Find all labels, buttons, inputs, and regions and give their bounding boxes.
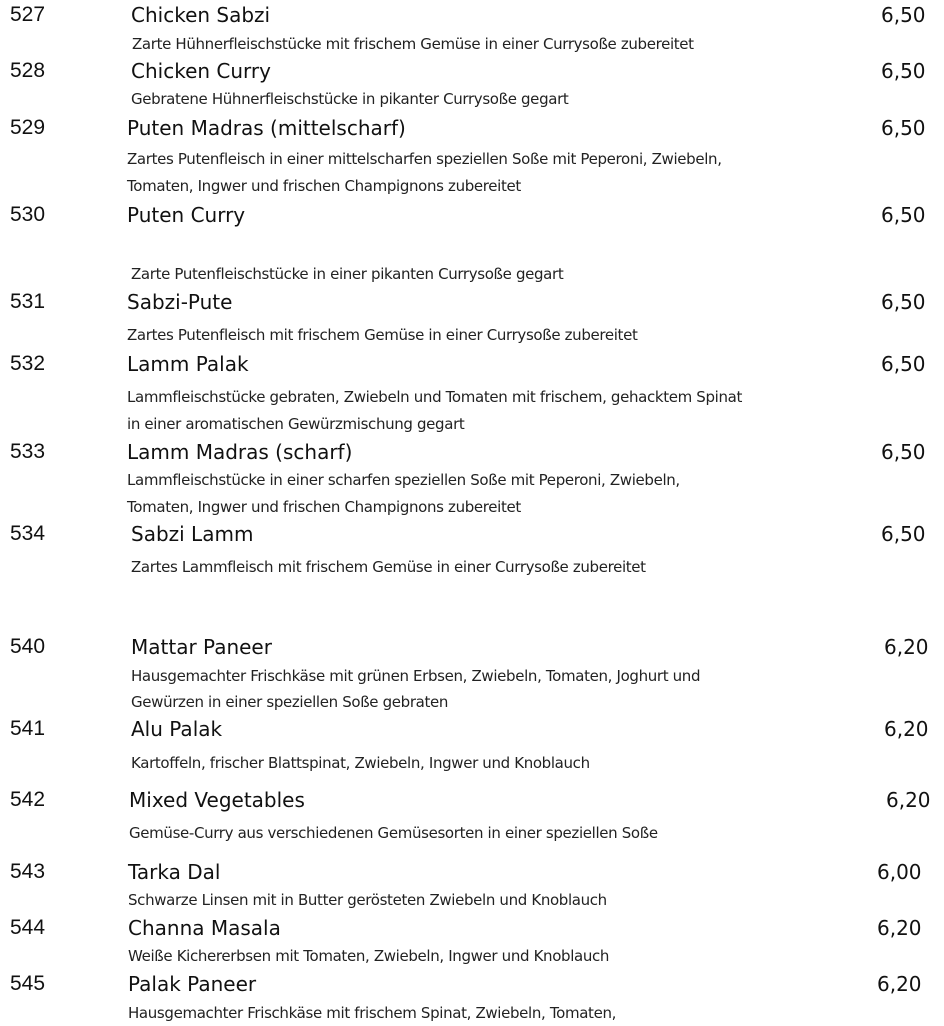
item-description: Kartoffeln, frischer Blattspinat, Zwiebeln, Ingwer und Knoblauch xyxy=(131,754,590,772)
item-number: 541 xyxy=(10,717,46,740)
item-number: 534 xyxy=(10,522,46,545)
item-name: Puten Madras (mittelscharf) xyxy=(127,116,406,140)
item-price: 6,20 xyxy=(884,717,929,741)
item-price: 6,50 xyxy=(881,352,926,376)
item-price: 6,20 xyxy=(884,635,929,659)
item-name: Channa Masala xyxy=(128,916,281,940)
item-price: 6,50 xyxy=(881,440,926,464)
item-price: 6,50 xyxy=(881,59,926,83)
item-number: 527 xyxy=(10,3,46,26)
item-description: Weiße Kichererbsen mit Tomaten, Zwiebeln, Ingwer und Knoblauch xyxy=(128,947,610,965)
item-name: Lamm Palak xyxy=(127,352,249,376)
item-description: Hausgemachter Frischkäse mit frischem Spinat, Zwiebeln, Tomaten, xyxy=(128,1004,617,1022)
item-name: Mattar Paneer xyxy=(131,635,272,659)
item-name: Chicken Curry xyxy=(131,59,271,83)
item-number: 540 xyxy=(10,635,46,658)
item-description: Gewürzen in einer speziellen Soße gebraten xyxy=(131,693,449,711)
item-number: 531 xyxy=(10,290,46,313)
item-description: Gemüse-Curry aus verschiedenen Gemüsesorten in einer speziellen Soße xyxy=(129,824,658,842)
item-description: Zarte Putenfleischstücke in einer pikanten Currysoße gegart xyxy=(131,265,564,283)
item-description: in einer aromatischen Gewürzmischung gegart xyxy=(127,415,465,433)
item-price: 6,50 xyxy=(881,290,926,314)
item-name: Mixed Vegetables xyxy=(129,788,305,812)
item-price: 6,20 xyxy=(877,972,922,996)
item-number: 533 xyxy=(10,440,46,463)
item-description: Schwarze Linsen mit in Butter gerösteten Zwiebeln und Knoblauch xyxy=(128,891,607,909)
item-name: Tarka Dal xyxy=(128,860,221,884)
item-name: Palak Paneer xyxy=(128,972,257,996)
item-description: Hausgemachter Frischkäse mit grünen Erbsen, Zwiebeln, Tomaten, Joghurt und xyxy=(131,667,701,685)
item-name: Puten Curry xyxy=(127,203,246,227)
item-number: 545 xyxy=(10,972,46,995)
item-description: Gebratene Hühnerfleischstücke in pikanter Currysoße gegart xyxy=(131,90,569,108)
item-number: 544 xyxy=(10,916,46,939)
item-name: Sabzi Lamm xyxy=(131,522,254,546)
item-number: 532 xyxy=(10,352,46,375)
item-price: 6,50 xyxy=(881,203,926,227)
item-number: 529 xyxy=(10,116,46,139)
item-number: 528 xyxy=(10,59,46,82)
item-price: 6,20 xyxy=(877,916,922,940)
item-description: Tomaten, Ingwer und frischen Champignons zubereitet xyxy=(127,498,521,516)
item-price: 6,50 xyxy=(881,522,926,546)
item-description: Lammfleischstücke gebraten, Zwiebeln und Tomaten mit frischem, gehacktem Spinat xyxy=(127,388,742,406)
item-name: Chicken Sabzi xyxy=(131,3,271,27)
item-description: Zartes Putenfleisch in einer mittelscharfen speziellen Soße mit Peperoni, Zwiebeln, xyxy=(127,150,722,168)
item-price: 6,50 xyxy=(881,3,926,27)
item-price: 6,50 xyxy=(881,116,926,140)
item-name: Sabzi-Pute xyxy=(127,290,233,314)
item-description: Lammfleischstücke in einer scharfen speziellen Soße mit Peperoni, Zwiebeln, xyxy=(127,471,680,489)
item-name: Lamm Madras (scharf) xyxy=(127,440,353,464)
item-number: 542 xyxy=(10,788,46,811)
item-description: Zarte Hühnerfleischstücke mit frischem Gemüse in einer Currysoße zubereitet xyxy=(132,35,694,53)
item-description: Tomaten, Ingwer und frischen Champignons zubereitet xyxy=(127,177,521,195)
item-number: 530 xyxy=(10,203,46,226)
item-description: Zartes Lammfleisch mit frischem Gemüse in einer Currysoße zubereitet xyxy=(131,558,646,576)
item-description: Zartes Putenfleisch mit frischem Gemüse in einer Currysoße zubereitet xyxy=(127,326,638,344)
item-number: 543 xyxy=(10,860,46,883)
item-name: Alu Palak xyxy=(131,717,223,741)
item-price: 6,20 xyxy=(886,788,931,812)
item-price: 6,00 xyxy=(877,860,922,884)
